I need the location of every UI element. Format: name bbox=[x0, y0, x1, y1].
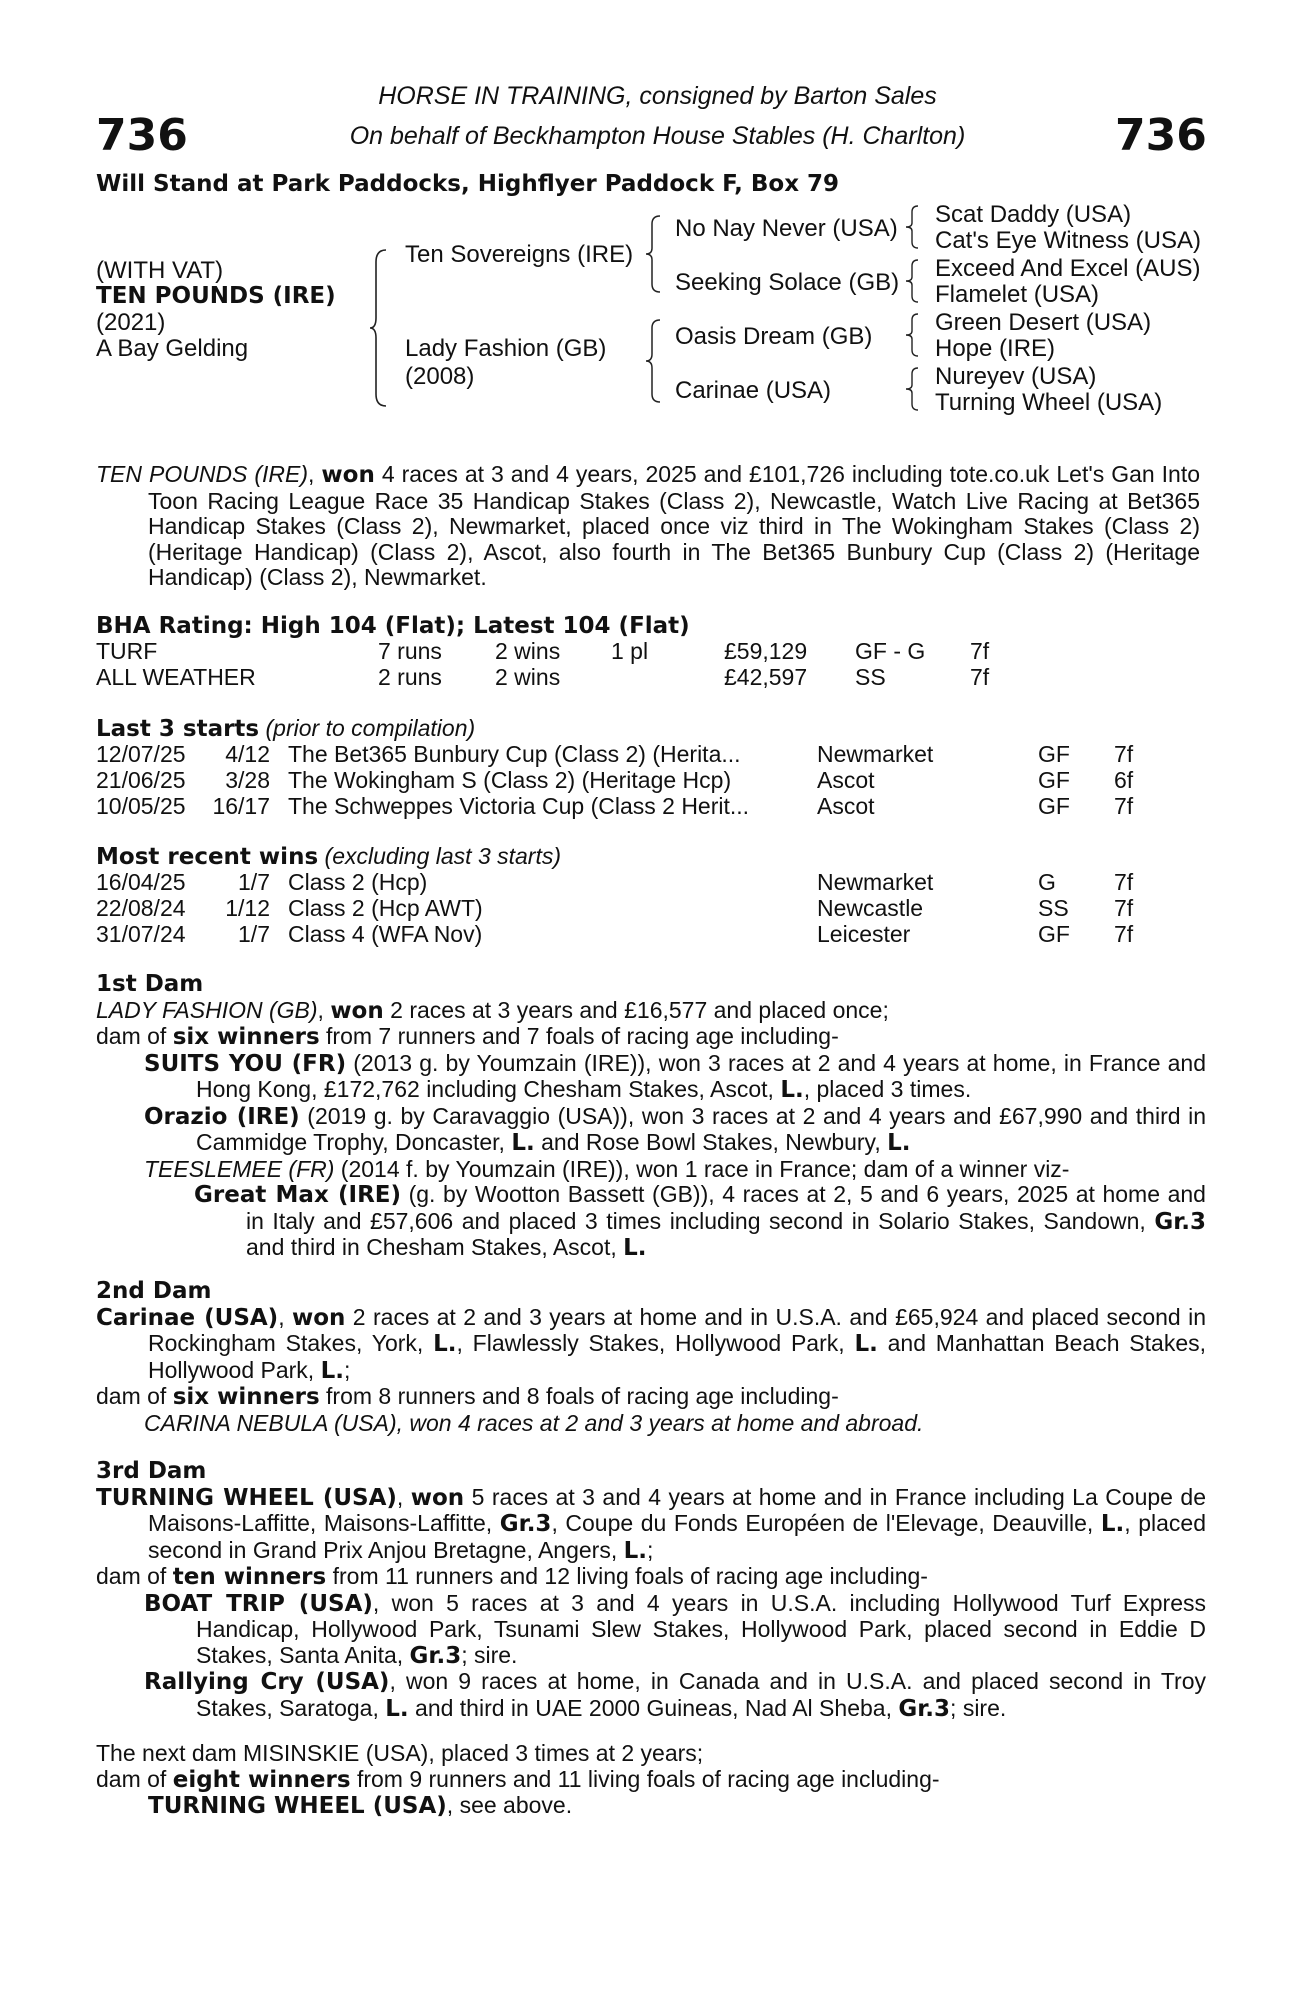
group-mark: Gr.3 bbox=[898, 1695, 951, 1722]
progeny-text: (2013 g. by Youmzain (IRE)), won 3 races at 2 and 4 years at home, in France and Hong Kong, £172,762 including Chesham Stakes, Ascot, bbox=[196, 1049, 1207, 1102]
win-date: 22/08/24 bbox=[96, 895, 186, 921]
pedigree-bracket-dd bbox=[904, 366, 922, 412]
rating-runs: 7 runs bbox=[378, 638, 442, 664]
second-dam-dam-of: dam of bbox=[96, 1383, 173, 1409]
consignor-line: HORSE IN TRAINING, consigned by Barton Sales bbox=[378, 82, 937, 110]
win-course: Newcastle bbox=[817, 895, 924, 921]
pedigree-sds: Exceed And Excel (AUS) bbox=[935, 255, 1201, 282]
start-position: 4/12 bbox=[225, 741, 270, 767]
first-dam-text: 2 races at 3 years and £16,577 and placed once; bbox=[383, 996, 889, 1023]
start-race: The Wokingham S (Class 2) (Heritage Hcp) bbox=[288, 767, 732, 793]
lot-number-right: 736 bbox=[1115, 110, 1207, 161]
pedigree-ssd: Cat's Eye Witness (USA) bbox=[935, 227, 1201, 254]
pedigree-dsd: Hope (IRE) bbox=[935, 335, 1056, 362]
last3-subtitle: (prior to compilation) bbox=[265, 715, 476, 741]
start-distance: 6f bbox=[1114, 767, 1134, 793]
listed-mark: L. bbox=[385, 1695, 409, 1722]
second-dam-text: , Flawlessly Stakes, Hollywood Park, bbox=[456, 1330, 855, 1356]
progeny-teeslemee: TEESLEMEE (FR) bbox=[144, 1155, 335, 1182]
foaling-year: (2021) bbox=[96, 309, 166, 336]
summary-won: won bbox=[321, 462, 375, 488]
third-dam-won: won bbox=[410, 1484, 465, 1511]
pedigree-sire: Ten Sovereigns (IRE) bbox=[405, 241, 634, 268]
listed-mark: L. bbox=[623, 1537, 648, 1564]
win-race: Class 4 (WFA Nov) bbox=[288, 921, 483, 947]
group-mark: Gr.3 bbox=[1154, 1208, 1206, 1235]
progeny-text: , won 4 races at 2 and 3 years at home and abroad. bbox=[396, 1409, 924, 1436]
start-going: GF bbox=[1038, 793, 1070, 819]
third-dam-foals: from 11 runners and 12 living foals of racing age including- bbox=[326, 1563, 928, 1589]
win-race: Class 2 (Hcp) bbox=[288, 869, 428, 895]
first-dam-won: won bbox=[330, 997, 384, 1024]
next-dam-winners: eight winners bbox=[172, 1766, 351, 1793]
third-dam-text: , Coupe du Fonds Européen de l'Elevage, Deauville, bbox=[551, 1510, 1101, 1536]
second-dam-text: and Manhattan Beach Stakes, Hollywood Park, bbox=[148, 1330, 1207, 1383]
rating-placed: 1 pl bbox=[611, 638, 649, 664]
pedigree-bracket-main bbox=[368, 248, 392, 408]
next-dam-dam-of: dam of bbox=[96, 1765, 173, 1792]
second-dam-text: 2 races at 2 and 3 years at home and in U.S.A. and £65,924 and placed second in Rockingham Stakes, York, bbox=[148, 1303, 1207, 1356]
start-course: Ascot bbox=[817, 793, 875, 819]
group-mark: Gr.3 bbox=[499, 1511, 552, 1537]
bha-rating-title: BHA Rating: High 104 (Flat); Latest 104 (Flat) bbox=[96, 613, 690, 639]
progeny-text: (g. by Wootton Bassett (GB)), 4 races at 2, 5 and 6 years, 2025 at home and in Italy and £57,606 and placed 3 times including second in Solario Stakes, Sandown, bbox=[246, 1181, 1206, 1234]
win-position: 1/7 bbox=[238, 921, 270, 947]
progeny-text: , won 9 races at home, in Canada and in U.S.A. and placed second in Troy Stakes, Saratoga, bbox=[196, 1668, 1206, 1721]
pedigree-ddd: Turning Wheel (USA) bbox=[935, 389, 1163, 416]
start-date: 12/07/25 bbox=[96, 741, 186, 767]
progeny-orazio: Orazio (IRE) bbox=[144, 1103, 300, 1130]
progeny-text: , see above. bbox=[446, 1792, 573, 1818]
progeny-suits-you: SUITS YOU (FR) bbox=[144, 1050, 347, 1077]
progeny-text: , placed 3 times. bbox=[803, 1076, 972, 1102]
listed-mark: L. bbox=[511, 1130, 535, 1156]
third-dam-text: , placed second in Grand Prix Anjou Bretagne, Angers, bbox=[148, 1510, 1206, 1563]
start-distance: 7f bbox=[1114, 741, 1134, 767]
pedigree-dam-sire: Oasis Dream (GB) bbox=[675, 323, 873, 350]
listed-mark: L. bbox=[1100, 1511, 1125, 1537]
recent-wins-title: Most recent wins bbox=[96, 844, 319, 870]
pedigree-sire-sire: No Nay Never (USA) bbox=[675, 215, 898, 242]
pedigree-dam-dam: Carinae (USA) bbox=[675, 377, 832, 404]
first-dam-foals: from 7 runners and 7 foals of racing age including- bbox=[319, 1023, 839, 1049]
progeny-text: and third in UAE 2000 Guineas, Nad Al Sheba, bbox=[408, 1694, 899, 1721]
summary-horse-name: TEN POUNDS (IRE) bbox=[96, 461, 309, 487]
pedigree-bracket-sire bbox=[644, 214, 664, 294]
progeny-boat-trip: BOAT TRIP (USA) bbox=[144, 1590, 373, 1617]
vat-label: (WITH VAT) bbox=[96, 257, 224, 284]
third-dam-name: TURNING WHEEL (USA) bbox=[96, 1484, 397, 1511]
third-dam-dam-of: dam of bbox=[96, 1563, 173, 1589]
next-dam-foals: from 9 runners and 11 living foals of racing age including- bbox=[350, 1765, 940, 1792]
rating-runs: 2 runs bbox=[378, 664, 442, 690]
next-dam-line: The next dam MISINSKIE (USA), placed 3 times at 2 years; bbox=[96, 1740, 704, 1766]
start-date: 10/05/25 bbox=[96, 793, 186, 819]
first-dam-name: LADY FASHION (GB) bbox=[96, 996, 318, 1023]
start-race: The Schweppes Victoria Cup (Class 2 Herit... bbox=[288, 793, 750, 819]
pedigree-dam-year: (2008) bbox=[405, 363, 475, 390]
third-dam-winners: ten winners bbox=[172, 1564, 327, 1590]
progeny-turning-wheel: TURNING WHEEL (USA) bbox=[148, 1793, 447, 1819]
listed-mark: L. bbox=[320, 1357, 344, 1384]
rating-wins: 2 wins bbox=[495, 664, 561, 690]
pedigree-bracket-ds bbox=[904, 312, 922, 358]
win-going: GF bbox=[1038, 921, 1070, 947]
rating-wins: 2 wins bbox=[495, 638, 561, 664]
start-going: GF bbox=[1038, 767, 1070, 793]
first-dam-dam-of: dam of bbox=[96, 1023, 173, 1049]
second-dam-won: won bbox=[291, 1304, 346, 1331]
start-position: 3/28 bbox=[225, 767, 270, 793]
rating-surface: TURF bbox=[96, 638, 158, 664]
recent-wins-subtitle: (excluding last 3 starts) bbox=[324, 843, 562, 869]
win-going: SS bbox=[1038, 895, 1069, 921]
start-course: Ascot bbox=[817, 767, 875, 793]
win-position: 1/12 bbox=[225, 895, 270, 921]
lot-number-left: 736 bbox=[96, 110, 188, 161]
race-summary: TEN POUNDS (IRE), won 4 races at 3 and 4 years, 2025 and £101,726 including tote.co.uk Let's Gan Into Toon Racing League Race 35 Handicap Stakes (Class 2), Newcastle, Watch Live Racing at Bet365 Handicap Stakes (Class 2), Newmarket, placed once viz third in The Wokingham Stakes (Class 2) (Heritage Handicap) (Class 2), Ascot, also fourth in The Bet365 Bunbury Cup (Class 2) (Heritage Handicap) (Class 2), Newmarket. bbox=[96, 461, 1201, 590]
vendor-line: On behalf of Beckhampton House Stables (H. Charlton) bbox=[349, 122, 966, 150]
win-position: 1/7 bbox=[238, 869, 270, 895]
start-course: Newmarket bbox=[817, 741, 934, 767]
third-dam-text: ; bbox=[647, 1536, 654, 1563]
third-dam-title: 3rd Dam bbox=[96, 1458, 207, 1484]
progeny-text: (2014 f. by Youmzain (IRE)), won 1 race in France; dam of a winner viz- bbox=[334, 1155, 1070, 1182]
first-dam-winners: six winners bbox=[172, 1024, 320, 1050]
rating-going: GF - G bbox=[855, 638, 926, 664]
start-going: GF bbox=[1038, 741, 1070, 767]
win-race: Class 2 (Hcp AWT) bbox=[288, 895, 483, 921]
win-course: Newmarket bbox=[817, 869, 934, 895]
start-position: 16/17 bbox=[212, 793, 270, 819]
third-dam-text: 5 races at 3 and 4 years at home and in France including La Coupe de Maisons-Laffitte, Maisons-Laffitte, bbox=[148, 1483, 1207, 1536]
listed-mark: L. bbox=[887, 1130, 911, 1156]
next-dam-section bbox=[96, 1741, 1206, 1820]
start-date: 21/06/25 bbox=[96, 767, 186, 793]
second-dam-title: 2nd Dam bbox=[96, 1278, 212, 1304]
last3-title: Last 3 starts bbox=[96, 716, 260, 742]
start-race: The Bet365 Bunbury Cup (Class 2) (Herita... bbox=[288, 741, 741, 767]
win-distance: 7f bbox=[1114, 921, 1134, 947]
first-dam-title: 1st Dam bbox=[96, 971, 204, 997]
progeny-rallying-cry: Rallying Cry (USA) bbox=[144, 1669, 390, 1695]
listed-mark: L. bbox=[433, 1331, 457, 1357]
rating-distance: 7f bbox=[970, 664, 990, 690]
second-dam-name: Carinae (USA) bbox=[96, 1304, 279, 1331]
start-distance: 7f bbox=[1114, 793, 1134, 819]
listed-mark: L. bbox=[854, 1331, 878, 1357]
pedigree-dam: Lady Fashion (GB) bbox=[405, 335, 607, 362]
win-date: 31/07/24 bbox=[96, 921, 186, 947]
progeny-text: ; sire. bbox=[461, 1641, 518, 1668]
progeny-text: and third in Chesham Stakes, Ascot, bbox=[246, 1234, 624, 1260]
progeny-great-max: Great Max (IRE) bbox=[194, 1182, 401, 1208]
win-going: G bbox=[1038, 869, 1056, 895]
progeny-text: and Rose Bowl Stakes, Newbury, bbox=[534, 1129, 888, 1155]
pedigree-dss: Green Desert (USA) bbox=[935, 309, 1152, 336]
progeny-text: (2019 g. by Caravaggio (USA)), won 3 races at 2 and 4 years and £67,990 and third in Cammidge Trophy, Doncaster, bbox=[196, 1102, 1207, 1155]
summary-text: 4 races at 3 and 4 years, 2025 and £101,726 including tote.co.uk Let's Gan Into Toon Racing League Race 35 Handicap Stakes (Class 2), Newcastle, Watch Live Racing at Bet365 Handicap Stakes (Class 2), Newmarket, placed once viz third in The Wokingham Stakes (Class 2) (Heritage Handicap) (Class 2), Ascot, also fourth in The Bet365 Bunbury Cup (Class 2) (Heritage Handicap) (Class 2), Newmarket. bbox=[148, 461, 1201, 590]
pedigree-bracket-ss bbox=[904, 204, 922, 250]
group-mark: Gr.3 bbox=[409, 1642, 462, 1669]
listed-mark: L. bbox=[623, 1235, 647, 1261]
third-dam-section: 3rd Dam TURNING WHEEL (USA), won 5 races at 3 and 4 years at home and in France including La Coupe de Maisons-Laffitte, Maisons-Laffitte, Gr.3, Coupe du Fonds Européen de l'Elevage, Deauville, L., placed second in Grand Prix Anjou Bretagne, Angers, L.; dam of ten winners from 11 runners and 12 living foals of racing age including- BOAT TRIP (USA), won 5 races at 3 and 4 years in U.S.A. including Hollywood Turf Express Handicap, Hollywood Park, Tsunami Slew Stakes, Hollywood Park, placed second in Eddie D Stakes, Santa Anita, Gr.3; sire. Rallying Cry (USA), won 9 races at home, in Canada and in U.S.A. and placed second in Troy Stakes, Saratoga, L. and third in UAE 2000 Guineas, Nad Al Sheba, Gr.3; sire. bbox=[96, 1458, 1207, 1722]
pedigree-dds: Nureyev (USA) bbox=[935, 363, 1097, 390]
rating-earnings: £59,129 bbox=[724, 638, 808, 664]
rating-distance: 7f bbox=[970, 638, 990, 664]
recent-wins-heading bbox=[96, 843, 561, 870]
listed-mark: L. bbox=[780, 1077, 804, 1103]
rating-going: SS bbox=[855, 664, 886, 690]
progeny-text: ; sire. bbox=[950, 1694, 1007, 1721]
second-dam-winners: six winners bbox=[172, 1384, 320, 1410]
first-dam-section: 1st Dam LADY FASHION (GB), won 2 races at 3 years and £16,577 and placed once; dam of six winners from 7 runners and 7 foals of racing age including- SUITS YOU (FR) (2013 g. by Youmzain (IRE)), won 3 races at 2 and 4 years at home, in France and Hong Kong, £172,762 including Chesham Stakes, Ascot, L., placed 3 times. Orazio (IRE) (2019 g. by Caravaggio (USA)), won 3 races at 2 and 4 years and £67,990 and third in Cammidge Trophy, Doncaster, L. and Rose Bowl Stakes, Newbury, L. TEESLEMEE (FR) (2014 f. by Youmzain (IRE)), won 1 race in France; dam of a winner viz- Great Max (IRE) (g. by Wootton Bassett (GB)), 4 races at 2, 5 and 6 years, 2025 at home and in Italy and £57,606 and placed 3 times including second in Solario Stakes, Sandown, Gr.3 and third in Chesham Stakes, Ascot, L. bbox=[96, 971, 1207, 1261]
progeny-text: , won 5 races at 3 and 4 years in U.S.A. including Hollywood Turf Express Handicap, Hollywood Park, Tsunami Slew Stakes, Hollywood Park, placed second in Eddie D Stakes, Santa Anita, bbox=[196, 1589, 1207, 1668]
pedigree-sdd: Flamelet (USA) bbox=[935, 281, 1100, 308]
pedigree-sire-dam: Seeking Solace (GB) bbox=[675, 269, 900, 296]
win-date: 16/04/25 bbox=[96, 869, 186, 895]
win-distance: 7f bbox=[1114, 869, 1134, 895]
pedigree-sss: Scat Daddy (USA) bbox=[935, 201, 1132, 228]
horse-name: TEN POUNDS (IRE) bbox=[96, 283, 336, 309]
rating-surface: ALL WEATHER bbox=[96, 664, 256, 690]
win-course: Leicester bbox=[817, 921, 911, 947]
second-dam-section: 2nd Dam Carinae (USA), won 2 races at 2 and 3 years at home and in U.S.A. and £65,924 and placed second in Rockingham Stakes, York, L., Flawlessly Stakes, Hollywood Park, L. and Manhattan Beach Stakes, Hollywood Park, L.; dam of six winners from 8 runners and 8 foals of racing age including- CARINA NEBULA (USA), won 4 races at 2 and 3 years at home and abroad. bbox=[96, 1278, 1207, 1436]
pedigree-bracket-dam bbox=[644, 318, 664, 404]
pedigree-bracket-sd bbox=[904, 258, 922, 304]
second-dam-text: ; bbox=[343, 1356, 351, 1383]
progeny-carina-nebula: CARINA NEBULA (USA) bbox=[144, 1409, 397, 1436]
second-dam-foals: from 8 runners and 8 foals of racing age including- bbox=[319, 1383, 839, 1409]
location-line: Will Stand at Park Paddocks, Highflyer Paddock F, Box 79 bbox=[96, 171, 840, 197]
rating-earnings: £42,597 bbox=[724, 664, 808, 690]
horse-description: A Bay Gelding bbox=[96, 335, 249, 362]
last3-heading bbox=[96, 715, 475, 742]
win-distance: 7f bbox=[1114, 895, 1134, 921]
